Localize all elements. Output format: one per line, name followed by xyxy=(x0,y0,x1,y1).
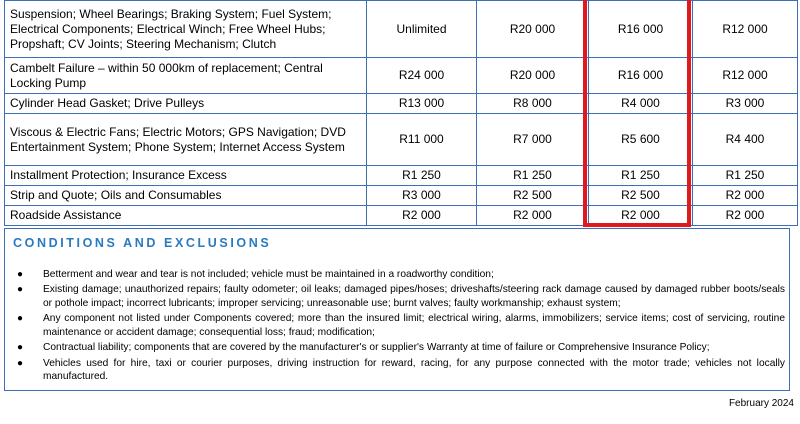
limit-cell: Unlimited xyxy=(367,1,477,58)
component-cell: Strip and Quote; Oils and Consumables xyxy=(5,186,367,206)
condition-text: Any component not listed under Components covered; more than the insured limit; electrical wiring, alarms, immobilizers; service items; cost of servicing, routine maintenance or accident damage; consequential loss; fraud; modification; xyxy=(43,313,785,338)
table-row xyxy=(5,114,798,166)
limit-cell: R16 000 xyxy=(589,1,693,58)
limit-cell: R20 000 xyxy=(477,58,589,94)
limit-cell: R16 000 xyxy=(589,58,693,94)
limit-cell: R2 000 xyxy=(367,206,477,226)
limit-cell: R4 400 xyxy=(693,114,798,166)
table-row xyxy=(5,166,798,186)
limit-cell: R1 250 xyxy=(693,166,798,186)
coverage-table-container xyxy=(4,0,797,226)
bullet-icon: ● xyxy=(17,284,24,296)
limit-cell: R2 500 xyxy=(589,186,693,206)
bullet-icon: ● xyxy=(17,357,24,369)
footer-date: February 2024 xyxy=(728,398,794,409)
component-cell: Cylinder Head Gasket; Drive Pulleys xyxy=(5,94,367,114)
limit-cell: R11 000 xyxy=(367,114,477,166)
condition-text: Betterment and wear and tear is not included; vehicle must be maintained in a roadworthy condition; xyxy=(43,269,494,280)
list-item xyxy=(17,341,785,355)
list-item xyxy=(17,312,785,339)
bullet-icon: ● xyxy=(17,342,24,354)
limit-cell: R24 000 xyxy=(367,58,477,94)
list-item xyxy=(17,357,785,384)
limit-cell: R12 000 xyxy=(693,1,798,58)
table-row xyxy=(5,206,798,226)
limit-cell: R1 250 xyxy=(367,166,477,186)
conditions-title: CONDITIONS AND EXCLUSIONS xyxy=(13,236,272,250)
table-row xyxy=(5,94,798,114)
limit-cell: R2 500 xyxy=(477,186,589,206)
limit-cell: R1 250 xyxy=(477,166,589,186)
limit-cell: R2 000 xyxy=(693,186,798,206)
condition-text: Vehicles used for hire, taxi or courier purposes, driving instruction for reward, racing, for any purpose connected with the motor trade; vehicles not locally manufactured. xyxy=(43,357,785,383)
conditions-list xyxy=(17,268,785,386)
limit-cell: R3 000 xyxy=(693,94,798,114)
limit-cell: R20 000 xyxy=(477,1,589,58)
conditions-section xyxy=(4,228,790,391)
component-cell: Suspension; Wheel Bearings; Braking System; Fuel System; Electrical Components; Electrical Winch; Free Wheel Hubs; Propshaft; CV Joints; Steering Mechanism; Clutch xyxy=(5,1,367,58)
limit-cell: R3 000 xyxy=(367,186,477,206)
limit-cell: R1 250 xyxy=(589,166,693,186)
limit-cell: R2 000 xyxy=(589,206,693,226)
limit-cell: R2 000 xyxy=(477,206,589,226)
condition-text: Existing damage; unauthorized repairs; faulty odometer; oil leaks; damaged pipes/hoses; driveshafts/steering rack damage caused by damaged rubber boots/seals or pothole impact; incorrect lubricants; improper servicing; unreasonable use; burnt valves; faulty workmanship; exhaust system; xyxy=(43,284,785,309)
bullet-icon: ● xyxy=(17,313,24,325)
limit-cell: R2 000 xyxy=(693,206,798,226)
component-cell: Installment Protection; Insurance Excess xyxy=(5,166,367,186)
limit-cell: R5 600 xyxy=(589,114,693,166)
limit-cell: R12 000 xyxy=(693,58,798,94)
list-item xyxy=(17,283,785,310)
limit-cell: R4 000 xyxy=(589,94,693,114)
list-item xyxy=(17,268,785,282)
component-cell: Roadside Assistance xyxy=(5,206,367,226)
limit-cell: R13 000 xyxy=(367,94,477,114)
table-row xyxy=(5,1,798,58)
limit-cell: R7 000 xyxy=(477,114,589,166)
table-row xyxy=(5,186,798,206)
condition-text: Contractual liability; components that are covered by the manufacturer's or supplier's Warranty at time of failure or Comprehensive Insurance Policy; xyxy=(43,342,710,354)
coverage-table xyxy=(4,0,798,226)
bullet-icon: ● xyxy=(17,269,24,280)
component-cell: Viscous & Electric Fans; Electric Motors; GPS Navigation; DVD Entertainment System; Phone System; Internet Access System xyxy=(5,114,367,166)
limit-cell: R8 000 xyxy=(477,94,589,114)
component-cell: Cambelt Failure – within 50 000km of replacement; Central Locking Pump xyxy=(5,58,367,94)
table-row xyxy=(5,58,798,94)
